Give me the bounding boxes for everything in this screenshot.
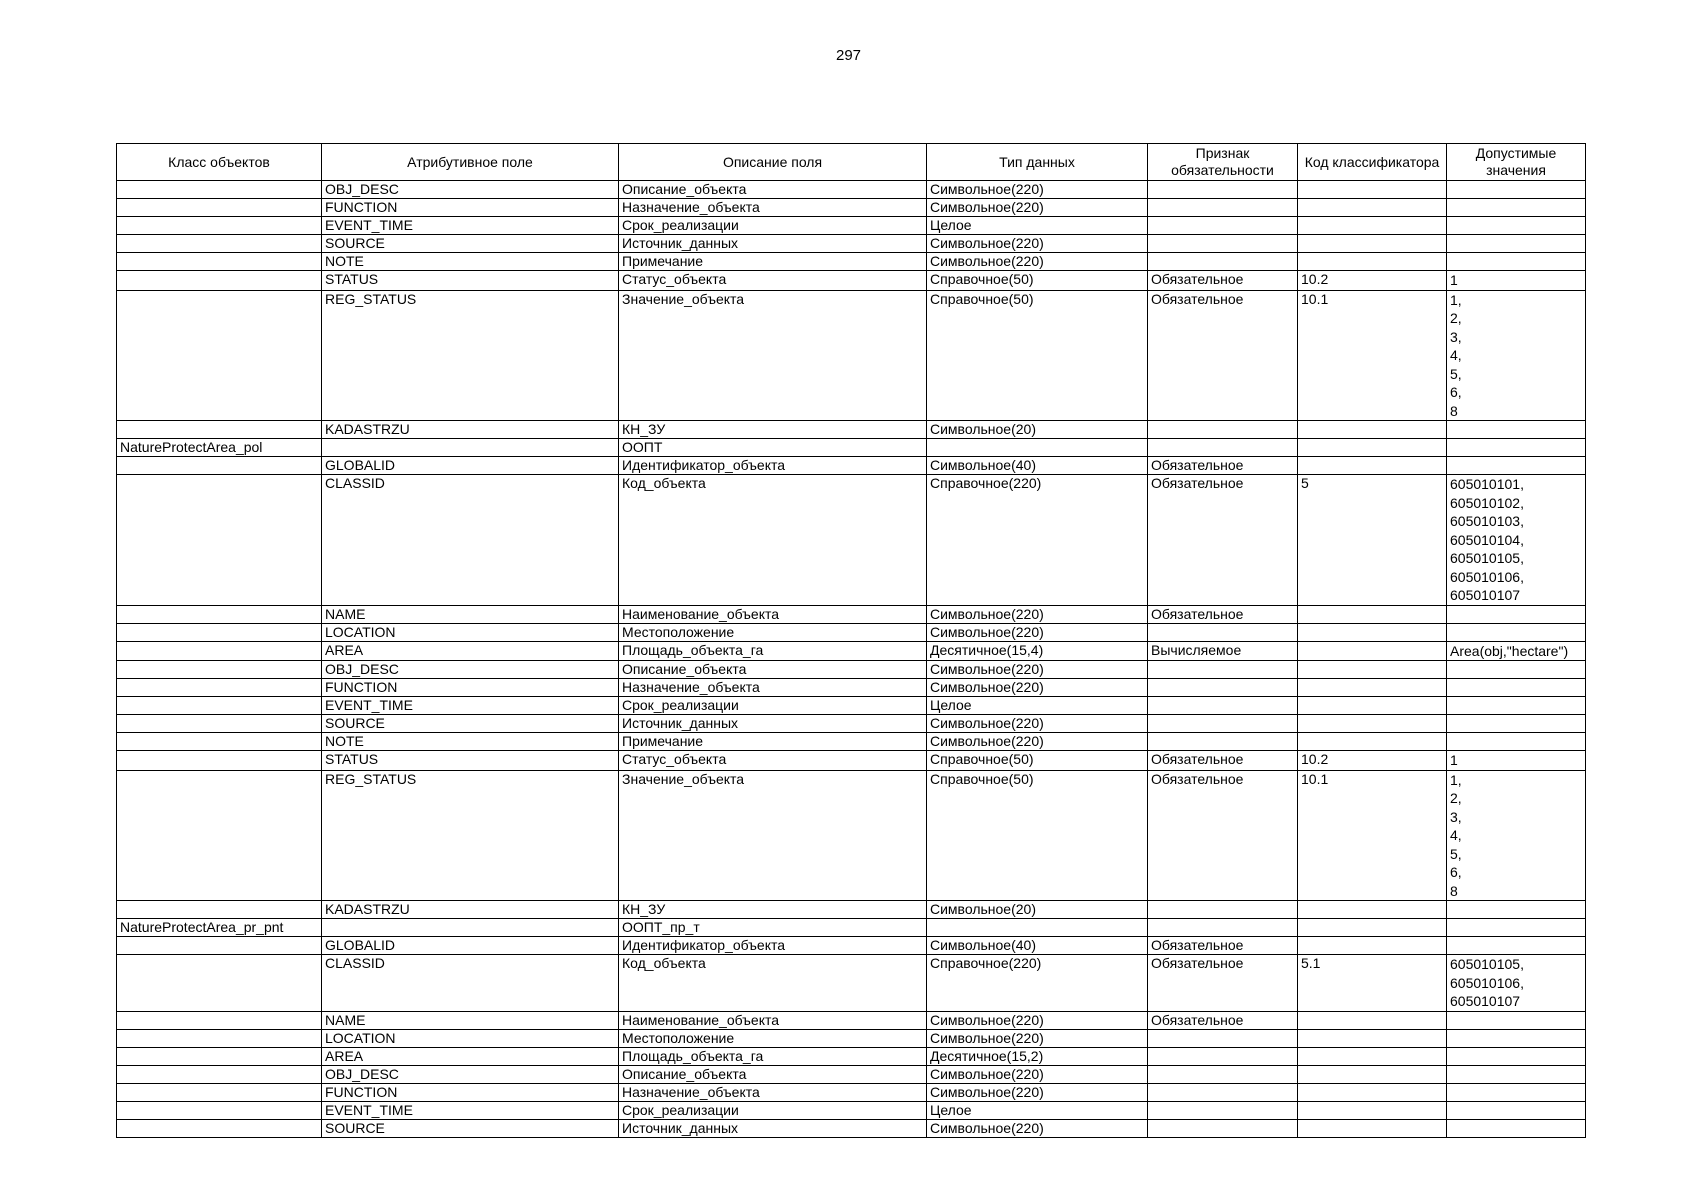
cell-required-flag bbox=[1148, 1119, 1298, 1137]
cell-classifier-code: 10.2 bbox=[1298, 271, 1447, 291]
cell-allowed-values bbox=[1447, 271, 1586, 291]
cell-allowed-values bbox=[1447, 623, 1586, 641]
table-row bbox=[117, 937, 1586, 955]
cell-required-flag bbox=[1148, 421, 1298, 439]
cell-field-description: Назначение_объекта bbox=[619, 1083, 927, 1101]
cell-data-type: Символьное(220) bbox=[927, 733, 1148, 751]
cell-required-flag bbox=[1148, 199, 1298, 217]
cell-allowed-values bbox=[1447, 475, 1586, 606]
cell-data-type: Справочное(50) bbox=[927, 770, 1148, 901]
allowed-value: 5, bbox=[1450, 845, 1462, 862]
table-row bbox=[117, 733, 1586, 751]
cell-required-flag bbox=[1148, 439, 1298, 457]
allowed-value: 605010105, bbox=[1450, 956, 1524, 972]
allowed-value: Area(obj,"hectare") bbox=[1450, 642, 1569, 659]
cell-attribute-field bbox=[322, 439, 619, 457]
cell-data-type: Символьное(220) bbox=[927, 235, 1148, 253]
cell-field-description: Примечание bbox=[619, 253, 927, 271]
cell-allowed-values bbox=[1447, 1047, 1586, 1065]
cell-allowed-values bbox=[1447, 421, 1586, 439]
allowed-value: 605010101, bbox=[1450, 476, 1524, 492]
cell-field-description: Описание_объекта bbox=[619, 181, 927, 199]
cell-data-type: Целое bbox=[927, 697, 1148, 715]
allowed-value: 1 bbox=[1450, 752, 1458, 768]
allowed-value: 605010104, bbox=[1450, 531, 1524, 548]
cell-required-flag bbox=[1148, 1101, 1298, 1119]
cell-allowed-values bbox=[1447, 1119, 1586, 1137]
cell-attribute-field: GLOBALID bbox=[322, 937, 619, 955]
cell-field-description: Статус_объекта bbox=[619, 751, 927, 771]
table-row bbox=[117, 715, 1586, 733]
cell-field-description: Статус_объекта bbox=[619, 271, 927, 291]
cell-classifier-code bbox=[1298, 919, 1447, 937]
cell-data-type: Символьное(220) bbox=[927, 715, 1148, 733]
cell-object-class bbox=[117, 421, 322, 439]
table-row bbox=[117, 439, 1586, 457]
allowed-value: 605010107 bbox=[1450, 993, 1521, 1009]
table-row bbox=[117, 271, 1586, 291]
table-row bbox=[117, 1101, 1586, 1119]
cell-field-description: Местоположение bbox=[619, 623, 927, 641]
cell-classifier-code bbox=[1298, 901, 1447, 919]
cell-allowed-values bbox=[1447, 770, 1586, 901]
cell-required-flag bbox=[1148, 181, 1298, 199]
cell-object-class: NatureProtectArea_pol bbox=[117, 439, 322, 457]
table-row bbox=[117, 697, 1586, 715]
table-row bbox=[117, 199, 1586, 217]
cell-allowed-values bbox=[1447, 290, 1586, 421]
cell-allowed-values bbox=[1447, 181, 1586, 199]
cell-attribute-field: LOCATION bbox=[322, 1029, 619, 1047]
cell-data-type: Символьное(220) bbox=[927, 679, 1148, 697]
cell-required-flag bbox=[1148, 1047, 1298, 1065]
cell-classifier-code: 10.1 bbox=[1298, 770, 1447, 901]
table-row bbox=[117, 770, 1586, 901]
cell-data-type bbox=[927, 439, 1148, 457]
cell-object-class bbox=[117, 770, 322, 901]
cell-field-description: Срок_реализации bbox=[619, 697, 927, 715]
cell-allowed-values bbox=[1447, 697, 1586, 715]
cell-allowed-values bbox=[1447, 901, 1586, 919]
cell-classifier-code: 5.1 bbox=[1298, 955, 1447, 1012]
cell-required-flag: Вычисляемое bbox=[1148, 641, 1298, 661]
cell-object-class bbox=[117, 235, 322, 253]
cell-attribute-field: AREA bbox=[322, 1047, 619, 1065]
cell-object-class bbox=[117, 641, 322, 661]
cell-allowed-values bbox=[1447, 1101, 1586, 1119]
cell-field-description: Срок_реализации bbox=[619, 1101, 927, 1119]
cell-object-class bbox=[117, 457, 322, 475]
table-row bbox=[117, 751, 1586, 771]
cell-classifier-code bbox=[1298, 199, 1447, 217]
cell-data-type: Символьное(40) bbox=[927, 457, 1148, 475]
cell-attribute-field: FUNCTION bbox=[322, 679, 619, 697]
cell-required-flag bbox=[1148, 623, 1298, 641]
allowed-value: 2, bbox=[1450, 310, 1462, 326]
cell-field-description: ООПТ_пр_т bbox=[619, 919, 927, 937]
cell-field-description: Значение_объекта bbox=[619, 770, 927, 901]
allowed-value: 8 bbox=[1450, 402, 1458, 419]
table-row bbox=[117, 919, 1586, 937]
cell-allowed-values bbox=[1447, 235, 1586, 253]
cell-attribute-field: SOURCE bbox=[322, 715, 619, 733]
cell-required-flag: Обязательное bbox=[1148, 605, 1298, 623]
cell-required-flag: Обязательное bbox=[1148, 1011, 1298, 1029]
cell-classifier-code bbox=[1298, 715, 1447, 733]
cell-classifier-code bbox=[1298, 937, 1447, 955]
cell-allowed-values bbox=[1447, 751, 1586, 771]
cell-field-description: Площадь_объекта_га bbox=[619, 641, 927, 661]
cell-field-description: Идентификатор_объекта bbox=[619, 457, 927, 475]
table-row bbox=[117, 1011, 1586, 1029]
cell-required-flag: Обязательное bbox=[1148, 770, 1298, 901]
cell-attribute-field: KADASTRZU bbox=[322, 901, 619, 919]
cell-attribute-field: NOTE bbox=[322, 733, 619, 751]
table-row bbox=[117, 457, 1586, 475]
cell-attribute-field: SOURCE bbox=[322, 235, 619, 253]
allowed-value: 605010102, bbox=[1450, 494, 1524, 511]
cell-object-class bbox=[117, 697, 322, 715]
cell-required-flag bbox=[1148, 253, 1298, 271]
cell-required-flag bbox=[1148, 661, 1298, 679]
cell-classifier-code bbox=[1298, 641, 1447, 661]
cell-classifier-code: 10.1 bbox=[1298, 290, 1447, 421]
cell-object-class bbox=[117, 253, 322, 271]
cell-attribute-field: REG_STATUS bbox=[322, 290, 619, 421]
cell-allowed-values bbox=[1447, 1029, 1586, 1047]
page-number: 297 bbox=[835, 47, 862, 64]
cell-classifier-code bbox=[1298, 605, 1447, 623]
cell-allowed-values bbox=[1447, 457, 1586, 475]
allowed-value: 1, bbox=[1450, 771, 1462, 788]
cell-data-type bbox=[927, 919, 1148, 937]
cell-field-description: Значение_объекта bbox=[619, 290, 927, 421]
cell-data-type: Символьное(220) bbox=[927, 1065, 1148, 1083]
cell-field-description: КН_ЗУ bbox=[619, 901, 927, 919]
cell-classifier-code: 5 bbox=[1298, 475, 1447, 606]
cell-field-description: ООПТ bbox=[619, 439, 927, 457]
cell-required-flag bbox=[1148, 235, 1298, 253]
cell-attribute-field: EVENT_TIME bbox=[322, 217, 619, 235]
cell-data-type: Символьное(20) bbox=[927, 901, 1148, 919]
cell-classifier-code bbox=[1298, 439, 1447, 457]
cell-field-description: Местоположение bbox=[619, 1029, 927, 1047]
table-body bbox=[117, 181, 1586, 1138]
cell-field-description: Описание_объекта bbox=[619, 661, 927, 679]
cell-data-type: Символьное(220) bbox=[927, 605, 1148, 623]
allowed-value: 3, bbox=[1450, 328, 1462, 345]
cell-field-description: Срок_реализации bbox=[619, 217, 927, 235]
table-row bbox=[117, 605, 1586, 623]
cell-data-type: Символьное(220) bbox=[927, 1029, 1148, 1047]
cell-attribute-field: OBJ_DESC bbox=[322, 661, 619, 679]
cell-object-class bbox=[117, 623, 322, 641]
cell-required-flag bbox=[1148, 733, 1298, 751]
table-row bbox=[117, 253, 1586, 271]
allowed-value: 1 bbox=[1450, 272, 1458, 288]
cell-object-class bbox=[117, 475, 322, 606]
cell-allowed-values bbox=[1447, 217, 1586, 235]
cell-object-class bbox=[117, 290, 322, 421]
cell-classifier-code bbox=[1298, 217, 1447, 235]
cell-object-class bbox=[117, 733, 322, 751]
header-object-class: Класс объектов bbox=[117, 144, 322, 181]
cell-classifier-code bbox=[1298, 661, 1447, 679]
table-row bbox=[117, 217, 1586, 235]
cell-allowed-values bbox=[1447, 937, 1586, 955]
table-row bbox=[117, 901, 1586, 919]
cell-attribute-field: CLASSID bbox=[322, 475, 619, 606]
cell-attribute-field: STATUS bbox=[322, 271, 619, 291]
cell-attribute-field: NAME bbox=[322, 605, 619, 623]
cell-allowed-values bbox=[1447, 199, 1586, 217]
cell-data-type: Символьное(220) bbox=[927, 661, 1148, 679]
cell-allowed-values bbox=[1447, 605, 1586, 623]
cell-classifier-code bbox=[1298, 1119, 1447, 1137]
cell-data-type: Справочное(50) bbox=[927, 290, 1148, 421]
cell-classifier-code bbox=[1298, 1047, 1447, 1065]
cell-data-type: Целое bbox=[927, 217, 1148, 235]
cell-attribute-field: STATUS bbox=[322, 751, 619, 771]
table-row bbox=[117, 955, 1586, 1012]
cell-field-description: Идентификатор_объекта bbox=[619, 937, 927, 955]
cell-attribute-field: AREA bbox=[322, 641, 619, 661]
cell-data-type: Справочное(50) bbox=[927, 271, 1148, 291]
cell-object-class bbox=[117, 1065, 322, 1083]
cell-classifier-code bbox=[1298, 253, 1447, 271]
cell-data-type: Справочное(220) bbox=[927, 475, 1148, 606]
cell-data-type: Символьное(220) bbox=[927, 1119, 1148, 1137]
cell-object-class bbox=[117, 751, 322, 771]
cell-data-type: Символьное(20) bbox=[927, 421, 1148, 439]
table-row bbox=[117, 1119, 1586, 1137]
cell-allowed-values bbox=[1447, 955, 1586, 1012]
cell-field-description: Примечание bbox=[619, 733, 927, 751]
cell-field-description: Код_объекта bbox=[619, 475, 927, 606]
cell-required-flag bbox=[1148, 715, 1298, 733]
attribute-table bbox=[116, 143, 1586, 1138]
cell-object-class: NatureProtectArea_pr_pnt bbox=[117, 919, 322, 937]
table-row bbox=[117, 475, 1586, 606]
cell-required-flag: Обязательное bbox=[1148, 937, 1298, 955]
allowed-value: 4, bbox=[1450, 827, 1462, 843]
cell-attribute-field: NOTE bbox=[322, 253, 619, 271]
table-row bbox=[117, 421, 1586, 439]
cell-attribute-field: FUNCTION bbox=[322, 199, 619, 217]
cell-object-class bbox=[117, 271, 322, 291]
table-row bbox=[117, 181, 1586, 199]
allowed-value: 2, bbox=[1450, 790, 1462, 806]
cell-required-flag bbox=[1148, 901, 1298, 919]
cell-classifier-code bbox=[1298, 1029, 1447, 1047]
cell-allowed-values bbox=[1447, 919, 1586, 937]
table-row bbox=[117, 290, 1586, 421]
allowed-value: 8 bbox=[1450, 882, 1458, 899]
cell-allowed-values bbox=[1447, 679, 1586, 697]
header-data-type: Тип данных bbox=[927, 144, 1148, 181]
cell-object-class bbox=[117, 181, 322, 199]
allowed-value: 605010106, bbox=[1450, 974, 1524, 991]
cell-required-flag: Обязательное bbox=[1148, 955, 1298, 1012]
cell-object-class bbox=[117, 955, 322, 1012]
allowed-value: 605010105, bbox=[1450, 550, 1524, 566]
cell-classifier-code bbox=[1298, 181, 1447, 199]
cell-object-class bbox=[117, 1083, 322, 1101]
cell-allowed-values bbox=[1447, 733, 1586, 751]
cell-attribute-field: OBJ_DESC bbox=[322, 181, 619, 199]
cell-data-type: Десятичное(15,2) bbox=[927, 1047, 1148, 1065]
cell-attribute-field: REG_STATUS bbox=[322, 770, 619, 901]
cell-attribute-field: CLASSID bbox=[322, 955, 619, 1012]
cell-classifier-code bbox=[1298, 235, 1447, 253]
table-row bbox=[117, 661, 1586, 679]
table-row bbox=[117, 679, 1586, 697]
cell-classifier-code bbox=[1298, 679, 1447, 697]
cell-object-class bbox=[117, 217, 322, 235]
table-row bbox=[117, 641, 1586, 661]
cell-object-class bbox=[117, 605, 322, 623]
cell-data-type: Целое bbox=[927, 1101, 1148, 1119]
cell-data-type: Десятичное(15,4) bbox=[927, 641, 1148, 661]
cell-object-class bbox=[117, 1011, 322, 1029]
header-attribute-field: Атрибутивное поле bbox=[322, 144, 619, 181]
cell-attribute-field: SOURCE bbox=[322, 1119, 619, 1137]
table-row bbox=[117, 1029, 1586, 1047]
cell-data-type: Справочное(220) bbox=[927, 955, 1148, 1012]
header-field-description: Описание поля bbox=[619, 144, 927, 181]
cell-field-description: Назначение_объекта bbox=[619, 199, 927, 217]
allowed-value: 4, bbox=[1450, 347, 1462, 363]
table-row bbox=[117, 1065, 1586, 1083]
cell-object-class bbox=[117, 679, 322, 697]
cell-required-flag: Обязательное bbox=[1148, 290, 1298, 421]
allowed-value: 3, bbox=[1450, 808, 1462, 825]
cell-required-flag bbox=[1148, 217, 1298, 235]
cell-allowed-values bbox=[1447, 1083, 1586, 1101]
cell-field-description: Источник_данных bbox=[619, 1119, 927, 1137]
cell-data-type: Справочное(50) bbox=[927, 751, 1148, 771]
cell-field-description: Площадь_объекта_га bbox=[619, 1047, 927, 1065]
cell-object-class bbox=[117, 661, 322, 679]
cell-attribute-field: EVENT_TIME bbox=[322, 697, 619, 715]
cell-attribute-field: GLOBALID bbox=[322, 457, 619, 475]
cell-attribute-field: KADASTRZU bbox=[322, 421, 619, 439]
allowed-value: 605010107 bbox=[1450, 587, 1521, 603]
allowed-value: 1, bbox=[1450, 291, 1462, 308]
table-row bbox=[117, 1047, 1586, 1065]
cell-allowed-values bbox=[1447, 1011, 1586, 1029]
allowed-value: 5, bbox=[1450, 365, 1462, 382]
cell-classifier-code bbox=[1298, 1011, 1447, 1029]
cell-required-flag: Обязательное bbox=[1148, 271, 1298, 291]
cell-data-type: Символьное(220) bbox=[927, 623, 1148, 641]
cell-required-flag bbox=[1148, 1083, 1298, 1101]
cell-data-type: Символьное(220) bbox=[927, 1011, 1148, 1029]
cell-required-flag: Обязательное bbox=[1148, 751, 1298, 771]
cell-data-type: Символьное(220) bbox=[927, 253, 1148, 271]
cell-classifier-code bbox=[1298, 1065, 1447, 1083]
cell-field-description: Назначение_объекта bbox=[619, 679, 927, 697]
table-row bbox=[117, 623, 1586, 641]
cell-object-class bbox=[117, 901, 322, 919]
cell-data-type: Символьное(220) bbox=[927, 181, 1148, 199]
cell-object-class bbox=[117, 1029, 322, 1047]
cell-attribute-field bbox=[322, 919, 619, 937]
cell-object-class bbox=[117, 199, 322, 217]
cell-classifier-code bbox=[1298, 1083, 1447, 1101]
cell-attribute-field: OBJ_DESC bbox=[322, 1065, 619, 1083]
cell-required-flag: Обязательное bbox=[1148, 457, 1298, 475]
cell-required-flag bbox=[1148, 679, 1298, 697]
cell-field-description: Источник_данных bbox=[619, 715, 927, 733]
cell-object-class bbox=[117, 1101, 322, 1119]
cell-allowed-values bbox=[1447, 715, 1586, 733]
cell-field-description: Источник_данных bbox=[619, 235, 927, 253]
cell-data-type: Символьное(40) bbox=[927, 937, 1148, 955]
cell-required-flag bbox=[1148, 697, 1298, 715]
table-row bbox=[117, 235, 1586, 253]
cell-classifier-code: 10.2 bbox=[1298, 751, 1447, 771]
cell-classifier-code bbox=[1298, 697, 1447, 715]
cell-classifier-code bbox=[1298, 421, 1447, 439]
header-allowed-values: Допустимые значения bbox=[1447, 144, 1586, 181]
cell-required-flag bbox=[1148, 1065, 1298, 1083]
cell-classifier-code bbox=[1298, 457, 1447, 475]
cell-attribute-field: FUNCTION bbox=[322, 1083, 619, 1101]
cell-allowed-values bbox=[1447, 253, 1586, 271]
cell-field-description: Описание_объекта bbox=[619, 1065, 927, 1083]
cell-allowed-values bbox=[1447, 641, 1586, 661]
cell-required-flag bbox=[1148, 919, 1298, 937]
table-header bbox=[117, 144, 1586, 181]
header-required-flag: Признак обязательности bbox=[1148, 144, 1298, 181]
cell-required-flag bbox=[1148, 1029, 1298, 1047]
cell-classifier-code bbox=[1298, 733, 1447, 751]
cell-classifier-code bbox=[1298, 1101, 1447, 1119]
allowed-value: 605010103, bbox=[1450, 513, 1524, 529]
header-row bbox=[117, 144, 1586, 181]
cell-field-description: Наименование_объекта bbox=[619, 1011, 927, 1029]
cell-data-type: Символьное(220) bbox=[927, 1083, 1148, 1101]
allowed-value: 605010106, bbox=[1450, 568, 1524, 585]
cell-allowed-values bbox=[1447, 1065, 1586, 1083]
cell-object-class bbox=[117, 937, 322, 955]
cell-object-class bbox=[117, 715, 322, 733]
cell-attribute-field: EVENT_TIME bbox=[322, 1101, 619, 1119]
cell-object-class bbox=[117, 1047, 322, 1065]
table-row bbox=[117, 1083, 1586, 1101]
header-classifier-code: Код классификатора bbox=[1298, 144, 1447, 181]
cell-attribute-field: NAME bbox=[322, 1011, 619, 1029]
cell-data-type: Символьное(220) bbox=[927, 199, 1148, 217]
cell-classifier-code bbox=[1298, 623, 1447, 641]
allowed-value: 6, bbox=[1450, 864, 1462, 880]
cell-field-description: КН_ЗУ bbox=[619, 421, 927, 439]
cell-required-flag: Обязательное bbox=[1148, 475, 1298, 606]
allowed-value: 6, bbox=[1450, 384, 1462, 400]
cell-field-description: Код_объекта bbox=[619, 955, 927, 1012]
cell-allowed-values bbox=[1447, 661, 1586, 679]
cell-field-description: Наименование_объекта bbox=[619, 605, 927, 623]
cell-object-class bbox=[117, 1119, 322, 1137]
cell-attribute-field: LOCATION bbox=[322, 623, 619, 641]
cell-allowed-values bbox=[1447, 439, 1586, 457]
